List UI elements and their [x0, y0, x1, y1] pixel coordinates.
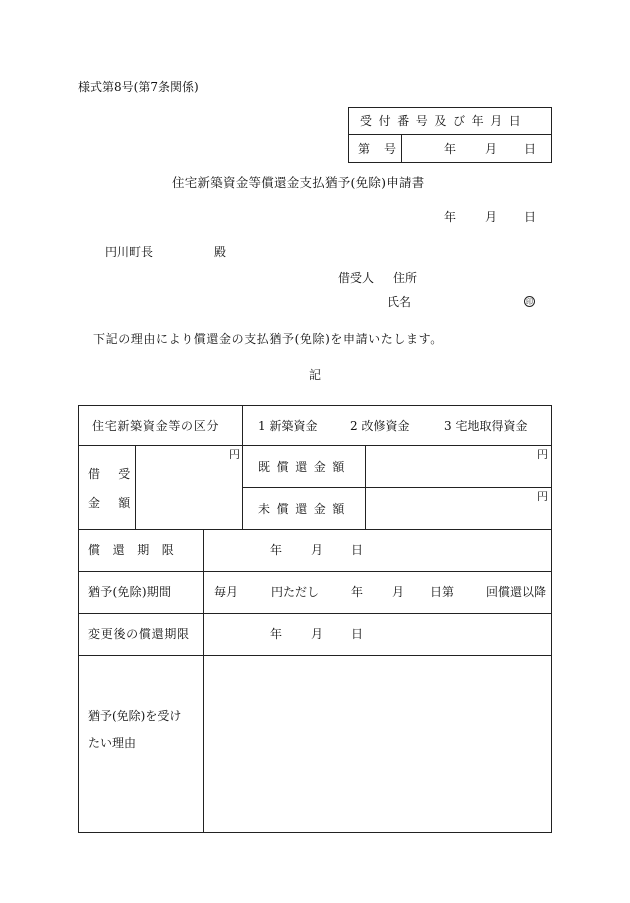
- grace-label: 猶予(免除)期間: [88, 585, 172, 599]
- reception-go: 号: [384, 142, 397, 156]
- category-option-new: 1 新築資金: [258, 419, 318, 433]
- deadline-month: 月: [311, 543, 324, 557]
- grace-year: 年: [351, 585, 364, 599]
- reason-label-line1: 猶予(免除)を受け: [88, 709, 182, 723]
- unpaid-label: 未償還金額: [258, 502, 352, 516]
- grace-yen-tadashi: 円ただし: [271, 585, 320, 599]
- reception-header: 受付番号及び年月日: [360, 114, 528, 128]
- loan-label-line2: 金 額: [88, 496, 138, 510]
- date-year: 年: [444, 210, 457, 224]
- loan-unit-yen: 円: [229, 448, 240, 461]
- new-deadline-label: 変更後の償還期限: [88, 627, 190, 641]
- new-deadline-month: 月: [311, 627, 324, 641]
- form-title: 住宅新築資金等償還金支払猶予(免除)申請書: [172, 175, 425, 190]
- grace-installment: 回償還以降: [486, 585, 547, 599]
- seal-mark: 印: [526, 298, 533, 306]
- unpaid-unit-yen: 円: [537, 490, 548, 503]
- form-number: 様式第8号(第7条関係): [78, 80, 199, 94]
- category-option-land: 3 宅地取得資金: [444, 419, 528, 433]
- loan-label-line1: 借 受: [88, 467, 138, 481]
- applicant-label: 借受人: [338, 271, 375, 285]
- new-deadline-day: 日: [351, 627, 364, 641]
- date-day: 日: [524, 210, 537, 224]
- category-option-renovation: 2 改修資金: [350, 419, 410, 433]
- repaid-label: 既償還金額: [258, 460, 352, 474]
- intro-text: 下記の理由により償還金の支払猶予(免除)を申請いたします。: [93, 332, 443, 346]
- grace-month: 月: [392, 585, 405, 599]
- grace-day-dai: 日第: [430, 585, 455, 599]
- applicant-address-label: 住所: [393, 271, 418, 285]
- date-month: 月: [485, 210, 498, 224]
- deadline-day: 日: [351, 543, 364, 557]
- reception-year: 年: [444, 142, 457, 156]
- new-deadline-year: 年: [270, 627, 283, 641]
- repaid-unit-yen: 円: [537, 448, 548, 461]
- category-label: 住宅新築資金等の区分: [92, 419, 220, 433]
- reason-label-line2: たい理由: [88, 736, 137, 750]
- applicant-name-label: 氏名: [387, 295, 412, 309]
- deadline-label: 償還期限: [88, 543, 187, 557]
- reception-month: 月: [485, 142, 498, 156]
- ki-mark: 記: [309, 368, 322, 382]
- reception-dai: 第: [358, 142, 371, 156]
- deadline-year: 年: [270, 543, 283, 557]
- addressee-honorific: 殿: [214, 245, 227, 259]
- grace-monthly: 毎月: [214, 585, 239, 599]
- addressee-name: 円川町長: [105, 245, 154, 259]
- reason-input-area[interactable]: [205, 657, 550, 831]
- reception-day: 日: [524, 142, 537, 156]
